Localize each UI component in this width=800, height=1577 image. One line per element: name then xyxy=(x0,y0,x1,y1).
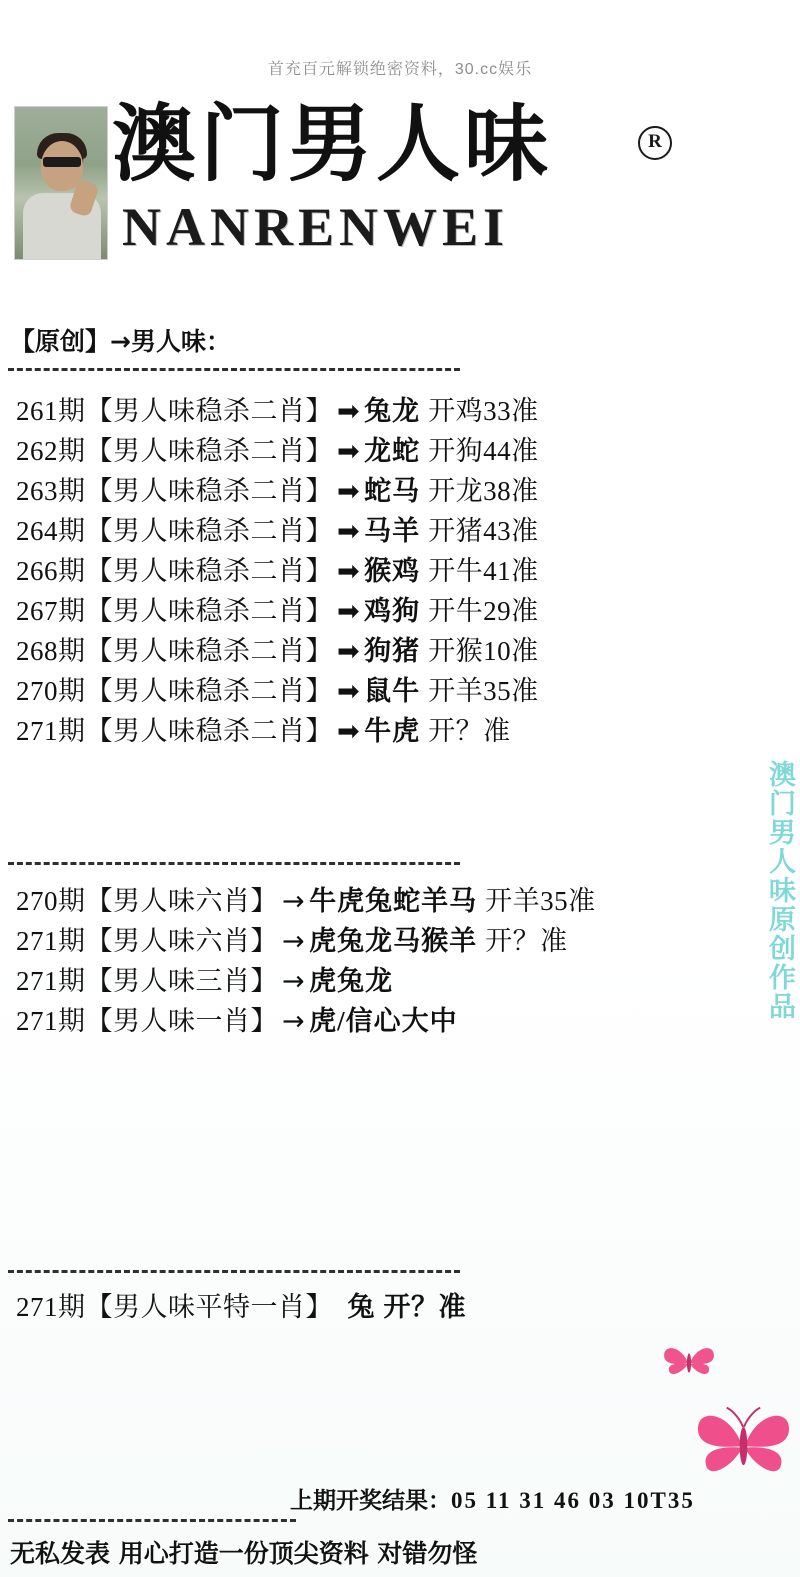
butterfly-icon-large xyxy=(690,1400,796,1492)
section-label: 【原创】→男人味： xyxy=(10,327,231,356)
list-item xyxy=(16,672,539,711)
registered-trademark-icon: R xyxy=(638,126,672,160)
issue-number: 261期 xyxy=(16,396,86,426)
item-pick: 虎/信心大中 xyxy=(309,1006,458,1036)
item-pick: 鼠牛 xyxy=(364,676,421,706)
item-result: 开猪43准 xyxy=(428,516,539,546)
butterfly-icon-small xyxy=(660,1340,718,1386)
item-pick: 兔龙 xyxy=(364,396,421,426)
issue-number: 271期 xyxy=(16,966,86,996)
issue-number: 264期 xyxy=(16,516,86,546)
item-result: 开龙38准 xyxy=(428,476,539,506)
list-item xyxy=(16,592,539,631)
last-draw-numbers: 05 11 31 46 03 10T35 xyxy=(451,1488,695,1513)
issue-number: 263期 xyxy=(16,476,86,506)
issue-number: 270期 xyxy=(16,886,86,916)
arrow-icon: → xyxy=(282,926,306,957)
item-tag: 【男人味一肖】 xyxy=(85,1006,278,1036)
item-tag: 【男人味稳杀二肖】 xyxy=(85,556,333,586)
item-tag: 【男人味稳杀二肖】 xyxy=(85,516,333,546)
item-result: 开羊35准 xyxy=(428,676,539,706)
list-item xyxy=(16,882,596,921)
item-tag: 【男人味稳杀二肖】 xyxy=(85,396,333,426)
multi-pick-list xyxy=(16,882,596,1042)
last-draw-label: 上期开奖结果： xyxy=(290,1488,451,1514)
title-pinyin: NANRENWEI xyxy=(122,197,510,257)
side-watermark: 澳门男人味原创作品 xyxy=(764,760,795,1021)
header xyxy=(0,92,800,282)
list-item xyxy=(16,472,539,511)
issue-number: 266期 xyxy=(16,556,86,586)
item-pick: 牛虎 xyxy=(364,716,421,746)
divider-2 xyxy=(8,862,460,865)
avatar xyxy=(14,106,108,260)
page-title: 澳门男人味 xyxy=(112,95,553,193)
arrow-icon: → xyxy=(282,966,306,997)
arrow-icon: ➡ xyxy=(337,396,361,427)
issue-number: 267期 xyxy=(16,596,86,626)
item-tag: 【男人味稳杀二肖】 xyxy=(85,476,333,506)
item-tag: 【男人味六肖】 xyxy=(85,886,278,916)
item-tag: 【男人味稳杀二肖】 xyxy=(85,596,333,626)
list-item xyxy=(16,712,539,751)
item-pick: 虎兔龙马猴羊 xyxy=(309,926,478,956)
list-item xyxy=(16,632,539,671)
top-watermark: 首充百元解锁绝密资料，30.cc娱乐 xyxy=(267,61,533,78)
item-result: 开鸡33准 xyxy=(428,396,539,426)
item-pick: 鸡狗 xyxy=(364,596,421,626)
list-item xyxy=(16,392,539,431)
item-pick: 猴鸡 xyxy=(364,556,421,586)
divider-3 xyxy=(8,1270,460,1273)
arrow-icon: → xyxy=(282,1006,306,1037)
last-draw-result xyxy=(290,1482,695,1515)
item-tag: 【男人味三肖】 xyxy=(85,966,278,996)
list-item xyxy=(16,552,539,591)
issue-number: 268期 xyxy=(16,636,86,666)
item-result: 开？准 xyxy=(428,716,511,746)
item-result: 开？准 xyxy=(485,926,568,956)
item-result: 开猴10准 xyxy=(428,636,539,666)
list-item xyxy=(16,962,596,1001)
item-result: 开羊35准 xyxy=(485,886,596,916)
item-pick: 蛇马 xyxy=(364,476,421,506)
item-result: 开狗44准 xyxy=(428,436,539,466)
item-tag: 【男人味稳杀二肖】 xyxy=(85,436,333,466)
item-tag: 【男人味六肖】 xyxy=(85,926,278,956)
issue-number: 271期 xyxy=(16,1292,86,1322)
item-tag: 【男人味稳杀二肖】 xyxy=(85,636,333,666)
item-tag: 【男人味稳杀二肖】 xyxy=(85,716,333,746)
list-item xyxy=(16,1002,596,1041)
item-result: 开牛29准 xyxy=(428,596,539,626)
arrow-icon: ➡ xyxy=(337,716,361,747)
issue-number: 271期 xyxy=(16,1006,86,1036)
issue-number: 262期 xyxy=(16,436,86,466)
arrow-icon: ➡ xyxy=(337,476,361,507)
divider-1 xyxy=(8,368,460,371)
issue-number: 270期 xyxy=(16,676,86,706)
arrow-icon: ➡ xyxy=(337,556,361,587)
item-pick: 兔 xyxy=(347,1292,376,1322)
list-item xyxy=(16,512,539,551)
list-item xyxy=(16,432,539,471)
arrow-icon: → xyxy=(282,886,306,917)
item-pick: 马羊 xyxy=(364,516,421,546)
item-result xyxy=(393,966,401,996)
item-pick: 龙蛇 xyxy=(364,436,421,466)
item-result: 开？准 xyxy=(383,1292,466,1322)
arrow-icon: ➡ xyxy=(337,676,361,707)
footer-slogan: 无私发表 用心打造一份顶尖资料 对错勿怪 xyxy=(10,1539,478,1568)
item-tag: 【男人味平特一肖】 xyxy=(85,1292,333,1322)
single-pick-list xyxy=(16,1288,466,1327)
issue-number: 271期 xyxy=(16,926,86,956)
item-pick: 狗猪 xyxy=(364,636,421,666)
sunglasses-icon xyxy=(43,157,81,167)
arrow-icon: ➡ xyxy=(337,596,361,627)
item-pick: 牛虎兔蛇羊马 xyxy=(309,886,478,916)
divider-4 xyxy=(8,1519,296,1522)
item-result: 开牛41准 xyxy=(428,556,539,586)
issue-number: 271期 xyxy=(16,716,86,746)
item-pick: 虎兔龙 xyxy=(309,966,394,996)
item-tag: 【男人味稳杀二肖】 xyxy=(85,676,333,706)
list-item xyxy=(16,1288,466,1326)
list-item xyxy=(16,922,596,961)
arrow-icon: ➡ xyxy=(337,636,361,667)
arrow-icon: ➡ xyxy=(337,436,361,467)
kill-two-list xyxy=(16,392,539,752)
item-result xyxy=(458,1006,466,1036)
arrow-icon: ➡ xyxy=(337,516,361,547)
